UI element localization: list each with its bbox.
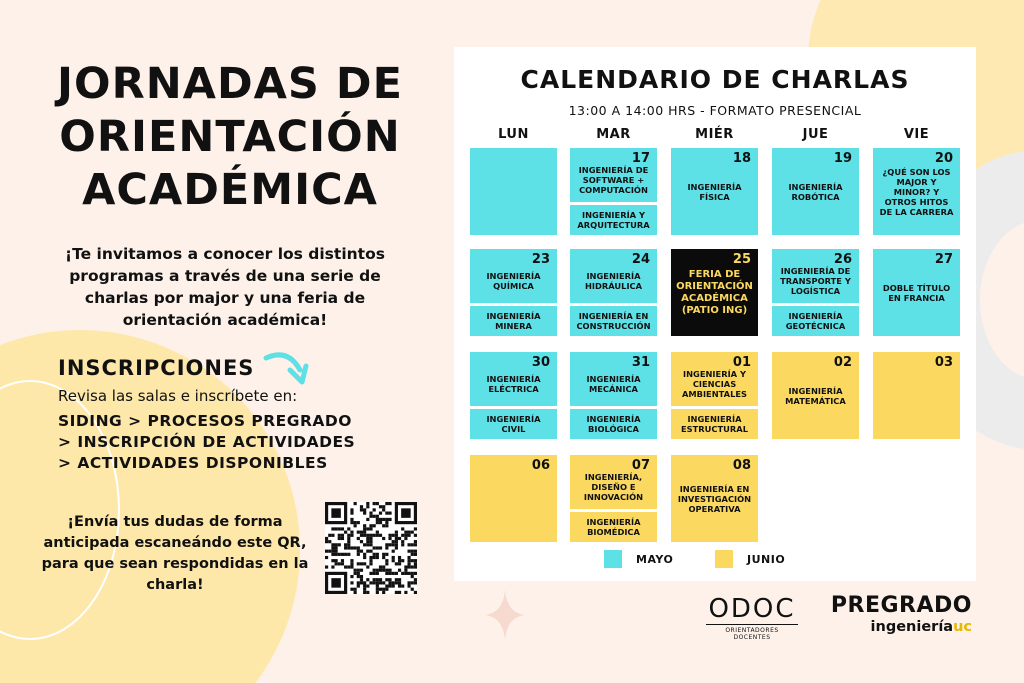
day-number: 01 (732, 355, 751, 370)
pregrado-sub-prefix: ingeniería (870, 619, 954, 635)
day-header: MIÉR (695, 127, 734, 142)
calendar-day-cell (873, 148, 960, 235)
day-number: 17 (631, 151, 650, 166)
odoc-logo-word: ODOC (708, 594, 796, 624)
inscription-steps (58, 411, 355, 474)
day-number: 19 (833, 151, 852, 166)
day-number: 03 (934, 355, 953, 370)
step-line: > INSCRIPCIÓN DE ACTIVIDADES (58, 433, 356, 451)
day-header: JUE (802, 127, 829, 142)
talk-label: INGENIERÍA ESTRUCTURAL (680, 414, 748, 434)
calendar-day-cell (772, 249, 859, 336)
day-number: 08 (732, 458, 751, 473)
calendar-day-cell (470, 352, 557, 439)
talk-label: INGENIERÍA HIDRÁULICA (584, 271, 643, 291)
talk-label: INGENIERÍA ELÉCTRICA (486, 374, 541, 394)
legend-label-mayo: MAYO (636, 553, 674, 566)
calendar-day-cell (671, 455, 758, 542)
talk-tile (470, 409, 557, 439)
calendar-day-cell (470, 249, 557, 336)
calendar-day-cell (470, 455, 557, 542)
talk-tile (470, 148, 557, 235)
day-number: 26 (833, 252, 852, 267)
main-title (30, 58, 430, 217)
calendar-day-cell (570, 148, 657, 235)
dudas-text: ¡Envía tus dudas de forma anticipada escaneándo este QR, para que sean respondidas en la charla! (41, 514, 309, 593)
talk-label: INGENIERÍA BIOMÉDICA (586, 517, 641, 537)
day-number: 23 (531, 252, 550, 267)
day-number: 07 (631, 458, 650, 473)
talk-label: INGENIERÍA FÍSICA (687, 181, 742, 202)
day-number: 06 (531, 458, 550, 473)
talk-label: INGENIERÍA DE TRANSPORTE Y LOGÍSTICA (780, 266, 851, 296)
talk-label: INGENIERÍA MECÁNICA (586, 374, 641, 394)
sparkle-icon (485, 590, 525, 640)
title-line: JORNADAS DE (57, 59, 403, 109)
calendar-day-cell (570, 352, 657, 439)
talk-label: FERIA DE ORIENTACIÓN ACADÉMICA (PATIO ING) (676, 268, 753, 316)
talk-label: INGENIERÍA, DISEÑO E INNOVACIÓN (583, 472, 644, 502)
talk-label: INGENIERÍA EN INVESTIGACIÓN OPERATIVA (677, 483, 752, 514)
talk-label: INGENIERÍA DE SOFTWARE + COMPUTACIÓN (578, 165, 649, 195)
calendar-panel (454, 47, 976, 581)
calendar-day-cell (772, 352, 859, 439)
day-header: MAR (596, 127, 631, 142)
day-number: 02 (833, 355, 852, 370)
day-number: 18 (732, 151, 751, 166)
talk-label: INGENIERÍA Y ARQUITECTURA (577, 210, 650, 230)
talk-tile (570, 409, 657, 439)
invite-text: ¡Te invitamos a conocer los distintos programas a través de una serie de charlas por major y una feria de orientación académica! (65, 245, 385, 329)
step-line: SIDING > PROCESOS PREGRADO (58, 412, 352, 430)
pregrado-logo-word: PREGRADO (830, 593, 972, 618)
talk-label: DOBLE TÍTULO EN FRANCIA (882, 282, 951, 303)
talk-tile (570, 205, 657, 235)
calendar-day-cell (873, 352, 960, 439)
talk-tile (772, 306, 859, 336)
talk-tile (671, 409, 758, 439)
talk-label: INGENIERÍA CIVIL (486, 414, 541, 434)
legend-swatch-mayo (604, 550, 622, 568)
day-number: 27 (934, 252, 953, 267)
talk-label: INGENIERÍA GEOTÉCNICA (785, 311, 846, 331)
talk-label: INGENIERÍA QUÍMICA (486, 271, 541, 291)
legend-swatch-junio (715, 550, 733, 568)
qr-code-icon[interactable] (325, 502, 417, 594)
calendar-day-cell (772, 148, 859, 235)
talk-label: INGENIERÍA ROBÓTICA (788, 181, 843, 202)
talk-label: ¿QUÉ SON LOS MAJOR Y MINOR? Y OTROS HITOS DE LA CARRERA (879, 166, 954, 217)
calendar-day-cell (873, 249, 960, 336)
talk-label: INGENIERÍA Y CIENCIAS AMBIENTALES (681, 369, 748, 399)
calendar-day-cell (570, 249, 657, 336)
calendar-day-cell (470, 148, 557, 235)
talk-tile (570, 512, 657, 542)
calendar-subtitle: 13:00 A 14:00 HRS - FORMATO PRESENCIAL (568, 103, 862, 118)
day-number: 20 (934, 151, 953, 166)
talk-label: INGENIERÍA MATEMÁTICA (785, 385, 846, 406)
talk-label: INGENIERÍA EN CONSTRUCCIÓN (576, 311, 651, 331)
title-line: ACADÉMICA (82, 165, 378, 215)
step-line: > ACTIVIDADES DISPONIBLES (58, 454, 328, 472)
day-number: 25 (732, 252, 751, 267)
day-header: VIE (903, 127, 930, 142)
title-line: ORIENTACIÓN (59, 112, 401, 162)
day-header: LUN (498, 127, 529, 142)
odoc-logo-subtitle: ORIENTADORES DOCENTES (706, 624, 798, 641)
curved-arrow-icon (262, 348, 310, 388)
calendar-day-cell (671, 148, 758, 235)
day-number: 31 (631, 355, 650, 370)
talk-label: INGENIERÍA MINERA (486, 311, 541, 331)
pregrado-logo (817, 593, 972, 636)
talk-tile (470, 306, 557, 336)
day-number: 30 (531, 355, 550, 370)
pregrado-sub-suffix: uc (953, 619, 972, 635)
inscripciones-heading: INSCRIPCIONES (58, 356, 255, 380)
calendar-day-cell (671, 249, 758, 336)
legend-label-junio: JUNIO (747, 553, 786, 566)
calendar-day-cell (671, 352, 758, 439)
pregrado-logo-sub (817, 619, 972, 636)
odoc-logo (706, 595, 798, 641)
left-section (0, 0, 440, 683)
talk-tile (570, 306, 657, 336)
day-number: 24 (631, 252, 650, 267)
calendar-title: CALENDARIO DE CHARLAS (520, 65, 910, 94)
talk-label: INGENIERÍA BIOLÓGICA (586, 414, 641, 434)
calendar-day-cell (570, 455, 657, 542)
revisa-text: Revisa las salas e inscríbete en: (58, 387, 298, 405)
